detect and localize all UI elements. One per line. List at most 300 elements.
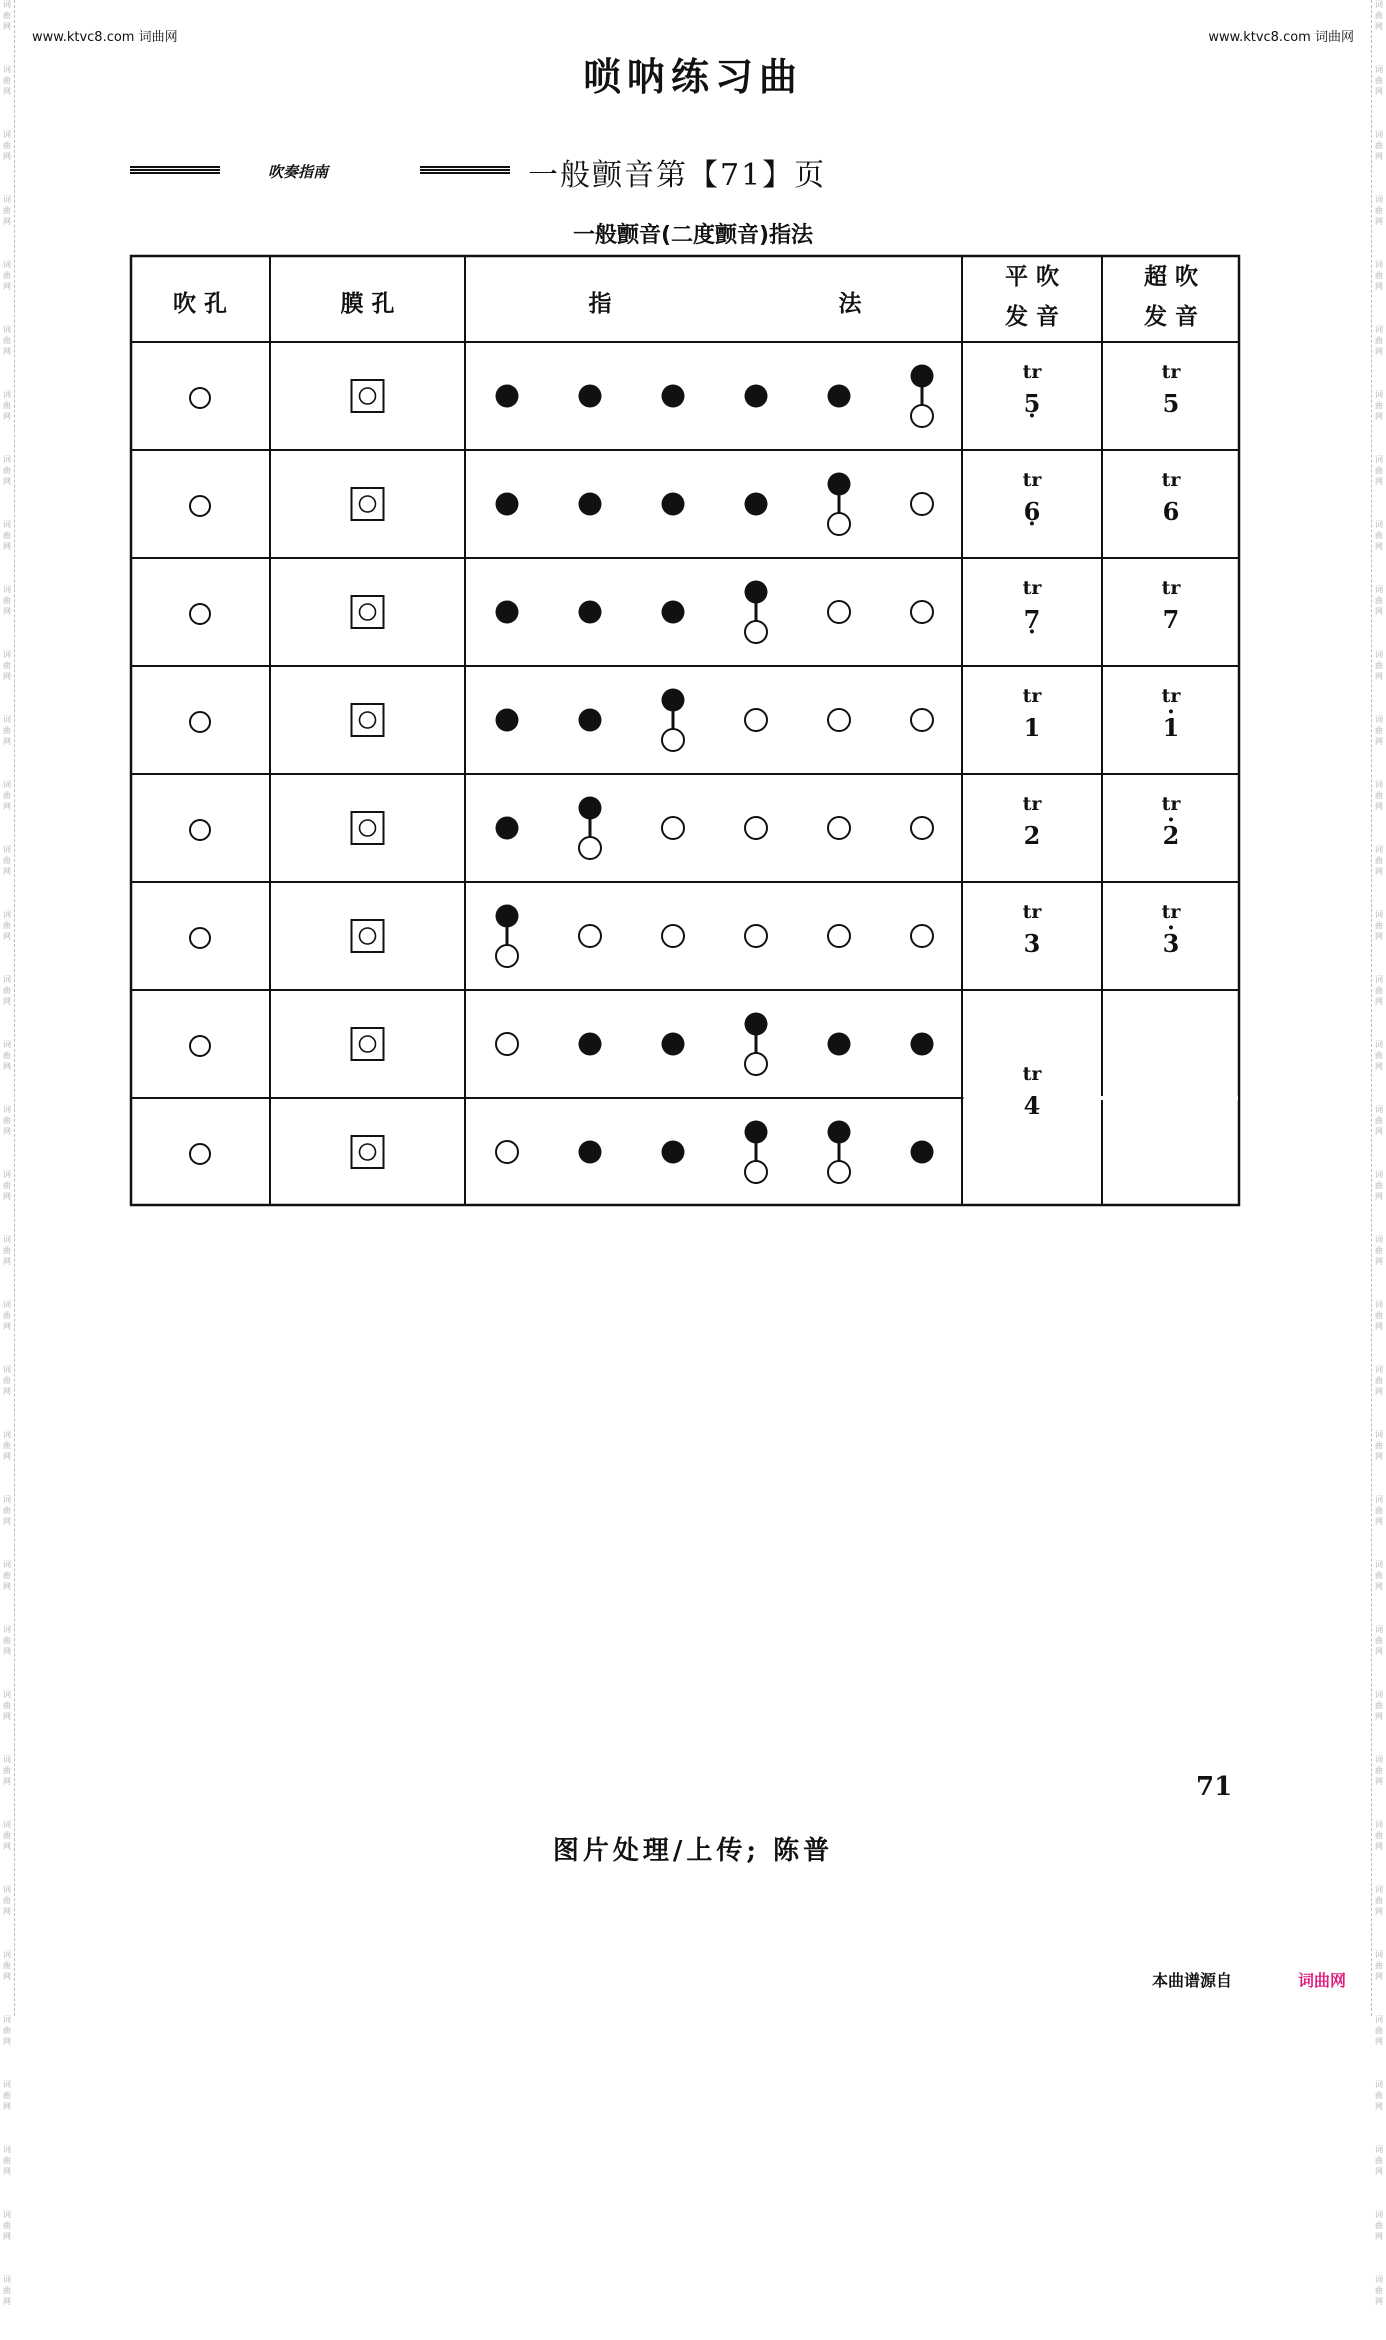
watermark-char: 曲 bbox=[1375, 1961, 1383, 1970]
watermark-char: 网 bbox=[3, 737, 11, 746]
open-hole-icon bbox=[745, 709, 767, 731]
trill-mark: tr bbox=[1161, 901, 1181, 923]
pitch-number: 4 bbox=[1023, 1091, 1041, 1120]
watermark-top-right bbox=[1208, 26, 1354, 45]
watermark-char: 词 bbox=[3, 650, 11, 659]
closed-hole-icon bbox=[496, 493, 519, 516]
pitch-number: · 1 bbox=[1102, 710, 1240, 746]
watermark-char: 词 bbox=[3, 1560, 11, 1569]
watermark-char: 网 bbox=[3, 347, 11, 356]
watermark-char: 曲 bbox=[3, 2156, 11, 2165]
closed-hole-icon bbox=[828, 1033, 851, 1056]
trill-open-hole-icon bbox=[745, 1053, 767, 1075]
watermark-char: 词 bbox=[1375, 585, 1383, 594]
watermark-url: www.ktvc8.com bbox=[1208, 30, 1311, 45]
watermark-char: 曲 bbox=[3, 2026, 11, 2035]
watermark-char: 网 bbox=[3, 1192, 11, 1201]
watermark-char: 曲 bbox=[3, 921, 11, 930]
pitch-number: 5 bbox=[1162, 389, 1180, 418]
watermark-char: 曲 bbox=[3, 1246, 11, 1255]
pitch-number: 6 · bbox=[962, 494, 1102, 530]
watermark-char: 网 bbox=[3, 1062, 11, 1071]
blow-hole-icon bbox=[190, 1036, 210, 1056]
watermark-char: 曲 bbox=[3, 336, 11, 345]
header-over-line2: 发 音 bbox=[1143, 304, 1198, 330]
watermark-char: 词 bbox=[1375, 2015, 1383, 2024]
watermark-char: 网 bbox=[1375, 737, 1383, 746]
blow-hole-icon bbox=[190, 604, 210, 624]
watermark-char: 曲 bbox=[1375, 401, 1383, 410]
watermark-char: 曲 bbox=[1375, 2091, 1383, 2100]
watermark-char: 词 bbox=[1375, 2145, 1383, 2154]
pitch-cell bbox=[962, 682, 1102, 746]
watermark-char: 词 bbox=[1375, 1560, 1383, 1569]
trill-closed-hole-icon bbox=[662, 689, 685, 712]
watermark-char: 词 bbox=[3, 390, 11, 399]
open-hole-icon bbox=[745, 925, 767, 947]
watermark-char: 网 bbox=[1375, 2232, 1383, 2241]
watermark-char: 网 bbox=[1375, 802, 1383, 811]
membrane-inner-circle-icon bbox=[360, 496, 376, 512]
watermark-char: 曲 bbox=[1375, 1831, 1383, 1840]
trill-closed-hole-icon bbox=[911, 365, 934, 388]
watermark-char: 词 bbox=[1375, 1235, 1383, 1244]
closed-hole-icon bbox=[745, 493, 768, 516]
watermark-char: 词 bbox=[3, 0, 11, 9]
section-tag: 吹奏指南 bbox=[268, 163, 329, 181]
watermark-char: 词 bbox=[3, 715, 11, 724]
pitch-cell bbox=[962, 358, 1102, 422]
pitch-number: 1 bbox=[1023, 713, 1041, 742]
watermark-char: 曲 bbox=[3, 1701, 11, 1710]
trill-mark: tr bbox=[1161, 361, 1181, 383]
watermark-char: 词 bbox=[1375, 1300, 1383, 1309]
watermark-char: 曲 bbox=[1375, 271, 1383, 280]
watermark-char: 网 bbox=[1375, 1582, 1383, 1591]
watermark-char: 词 bbox=[3, 1170, 11, 1179]
watermark-char: 曲 bbox=[3, 2221, 11, 2230]
watermark-char: 曲 bbox=[1375, 466, 1383, 475]
closed-hole-icon bbox=[662, 385, 685, 408]
closed-hole-icon bbox=[745, 385, 768, 408]
trill-mark: tr bbox=[1022, 469, 1042, 491]
watermark-char: 曲 bbox=[3, 1831, 11, 1840]
open-hole-icon bbox=[828, 925, 850, 947]
watermark-char: 词 bbox=[1375, 1495, 1383, 1504]
watermark-char: 网 bbox=[1375, 347, 1383, 356]
watermark-char: 网 bbox=[3, 1777, 11, 1786]
watermark-char: 网 bbox=[3, 217, 11, 226]
watermark-char: 网 bbox=[1375, 542, 1383, 551]
watermark-char: 网 bbox=[1375, 1322, 1383, 1331]
watermark-char: 曲 bbox=[1375, 2156, 1383, 2165]
footer-source: 本曲谱源自 bbox=[1152, 1971, 1233, 1990]
watermark-char: 网 bbox=[3, 412, 11, 421]
open-hole-icon bbox=[662, 925, 684, 947]
closed-hole-icon bbox=[662, 1033, 685, 1056]
watermark-char: 网 bbox=[3, 477, 11, 486]
watermark-char: 网 bbox=[1375, 1777, 1383, 1786]
watermark-char: 词 bbox=[3, 1235, 11, 1244]
watermark-char: 词 bbox=[3, 1820, 11, 1829]
watermark-char: 词 bbox=[1375, 650, 1383, 659]
closed-hole-icon bbox=[579, 1033, 602, 1056]
watermark-char: 词 bbox=[1375, 195, 1383, 204]
watermark-char: 词 bbox=[1375, 455, 1383, 464]
blow-hole-icon bbox=[190, 820, 210, 840]
watermark-char: 曲 bbox=[1375, 1766, 1383, 1775]
watermark-char: 曲 bbox=[1375, 1571, 1383, 1580]
closed-hole-icon bbox=[496, 601, 519, 624]
pitch-cell bbox=[1102, 574, 1240, 638]
watermark-char: 曲 bbox=[1375, 921, 1383, 930]
decorative-rule bbox=[420, 166, 510, 175]
trill-open-hole-icon bbox=[828, 1161, 850, 1183]
header-normal-blow bbox=[962, 257, 1102, 337]
pitch-cell bbox=[1102, 898, 1240, 962]
watermark-char: 词 bbox=[1375, 1755, 1383, 1764]
trill-mark: tr bbox=[1161, 793, 1181, 815]
watermark-char: 网 bbox=[3, 152, 11, 161]
watermark-char: 曲 bbox=[1375, 531, 1383, 540]
membrane-inner-circle-icon bbox=[360, 820, 376, 836]
watermark-char: 词 bbox=[3, 2145, 11, 2154]
trill-closed-hole-icon bbox=[745, 1121, 768, 1144]
watermark-char: 曲 bbox=[1375, 596, 1383, 605]
membrane-inner-circle-icon bbox=[360, 1144, 376, 1160]
watermark-char: 曲 bbox=[3, 1896, 11, 1905]
closed-hole-icon bbox=[496, 817, 519, 840]
watermark-char: 词 bbox=[3, 130, 11, 139]
trill-open-hole-icon bbox=[662, 729, 684, 751]
watermark-char: 曲 bbox=[1375, 726, 1383, 735]
watermark-char: 词 bbox=[3, 1950, 11, 1959]
watermark-char: 网 bbox=[3, 932, 11, 941]
closed-hole-icon bbox=[496, 385, 519, 408]
watermark-char: 词 bbox=[1375, 130, 1383, 139]
watermark-char: 词 bbox=[3, 845, 11, 854]
closed-hole-icon bbox=[911, 1033, 934, 1056]
pitch-number: 7 bbox=[1162, 605, 1180, 634]
watermark-char: 曲 bbox=[1375, 1376, 1383, 1385]
watermark-char: 网 bbox=[1375, 282, 1383, 291]
open-hole-icon bbox=[911, 925, 933, 947]
open-hole-icon bbox=[662, 817, 684, 839]
trill-closed-hole-icon bbox=[496, 905, 519, 928]
pitch-cell bbox=[962, 790, 1102, 854]
watermark-char: 网 bbox=[1375, 1842, 1383, 1851]
watermark-char: 词 bbox=[1375, 1365, 1383, 1374]
closed-hole-icon bbox=[496, 709, 519, 732]
watermark-char: 网 bbox=[3, 607, 11, 616]
watermark-char: 词 bbox=[3, 1625, 11, 1634]
watermark-char: 网 bbox=[1375, 672, 1383, 681]
watermark-char: 词 bbox=[3, 260, 11, 269]
open-hole-icon bbox=[745, 817, 767, 839]
watermark-char: 曲 bbox=[1375, 1506, 1383, 1515]
watermark-char: 词 bbox=[1375, 780, 1383, 789]
watermark-char: 网 bbox=[3, 1322, 11, 1331]
pitch-cell bbox=[1102, 358, 1240, 422]
watermark-char: 网 bbox=[3, 1452, 11, 1461]
watermark-char: 词 bbox=[1375, 65, 1383, 74]
trill-open-hole-icon bbox=[828, 513, 850, 535]
watermark-char: 词 bbox=[3, 1430, 11, 1439]
watermark-char: 网 bbox=[3, 1647, 11, 1656]
pitch-number: 7 · bbox=[962, 602, 1102, 638]
watermark-char: 网 bbox=[1375, 1712, 1383, 1721]
closed-hole-icon bbox=[911, 1141, 934, 1164]
watermark-char: 网 bbox=[1375, 87, 1383, 96]
watermark-site: 词曲网 bbox=[1314, 30, 1354, 45]
watermark-char: 网 bbox=[3, 1972, 11, 1981]
watermark-char: 词 bbox=[1375, 1040, 1383, 1049]
left-watermark-strip bbox=[0, 0, 15, 2306]
watermark-char: 曲 bbox=[1375, 2286, 1383, 2295]
watermark-char: 词 bbox=[3, 325, 11, 334]
watermark-char: 网 bbox=[3, 2297, 11, 2306]
watermark-char: 网 bbox=[1375, 997, 1383, 1006]
watermark-char: 曲 bbox=[1375, 336, 1383, 345]
trill-closed-hole-icon bbox=[579, 797, 602, 820]
trill-closed-hole-icon bbox=[828, 473, 851, 496]
trill-mark: tr bbox=[1022, 577, 1042, 599]
watermark-char: 词 bbox=[1375, 1625, 1383, 1634]
watermark-char: 网 bbox=[3, 867, 11, 876]
watermark-char: 曲 bbox=[3, 1311, 11, 1320]
watermark-char: 曲 bbox=[1375, 1311, 1383, 1320]
watermark-char: 词 bbox=[3, 455, 11, 464]
watermark-char: 曲 bbox=[3, 661, 11, 670]
watermark-char: 词 bbox=[3, 585, 11, 594]
watermark-char: 曲 bbox=[3, 1181, 11, 1190]
pitch-cell bbox=[962, 1060, 1102, 1124]
watermark-char: 曲 bbox=[3, 1441, 11, 1450]
watermark-char: 网 bbox=[3, 997, 11, 1006]
watermark-char: 曲 bbox=[3, 401, 11, 410]
watermark-char: 网 bbox=[1375, 932, 1383, 941]
watermark-char: 词 bbox=[3, 1885, 11, 1894]
watermark-char: 网 bbox=[3, 672, 11, 681]
watermark-char: 网 bbox=[3, 1127, 11, 1136]
watermark-char: 词 bbox=[1375, 975, 1383, 984]
watermark-char: 曲 bbox=[3, 1961, 11, 1970]
watermark-char: 网 bbox=[1375, 22, 1383, 31]
blow-hole-icon bbox=[190, 496, 210, 516]
watermark-char: 词 bbox=[1375, 1430, 1383, 1439]
watermark-char: 词 bbox=[3, 1755, 11, 1764]
watermark-char: 曲 bbox=[3, 791, 11, 800]
watermark-char: 网 bbox=[1375, 1192, 1383, 1201]
membrane-inner-circle-icon bbox=[360, 604, 376, 620]
trill-closed-hole-icon bbox=[745, 1013, 768, 1036]
pitch-number: 2 bbox=[1023, 821, 1041, 850]
closed-hole-icon bbox=[579, 493, 602, 516]
header-fingering-right: 法 bbox=[838, 291, 862, 317]
watermark-char: 词 bbox=[1375, 325, 1383, 334]
pitch-cell bbox=[962, 898, 1102, 962]
watermark-char: 网 bbox=[3, 2102, 11, 2111]
trill-mark: tr bbox=[1022, 361, 1042, 383]
watermark-char: 曲 bbox=[3, 206, 11, 215]
blow-hole-icon bbox=[190, 928, 210, 948]
watermark-char: 词 bbox=[3, 195, 11, 204]
watermark-char: 词 bbox=[1375, 1950, 1383, 1959]
watermark-char: 网 bbox=[3, 1582, 11, 1591]
watermark-char: 词 bbox=[3, 1300, 11, 1309]
watermark-char: 网 bbox=[1375, 217, 1383, 226]
watermark-char: 网 bbox=[1375, 477, 1383, 486]
watermark-char: 网 bbox=[1375, 1257, 1383, 1266]
watermark-char: 网 bbox=[1375, 2297, 1383, 2306]
watermark-char: 曲 bbox=[1375, 1246, 1383, 1255]
upload-credit: 图片处理/上传; 陈普 bbox=[552, 1836, 834, 1866]
watermark-char: 曲 bbox=[1375, 2026, 1383, 2035]
watermark-char: 词 bbox=[3, 2080, 11, 2089]
closed-hole-icon bbox=[579, 1141, 602, 1164]
right-watermark-strip bbox=[1371, 0, 1386, 2306]
watermark-char: 曲 bbox=[3, 1636, 11, 1645]
trill-open-hole-icon bbox=[579, 837, 601, 859]
watermark-char: 曲 bbox=[1375, 141, 1383, 150]
trill-mark: tr bbox=[1161, 577, 1181, 599]
watermark-site: 词曲网 bbox=[138, 30, 178, 45]
watermark-char: 曲 bbox=[1375, 856, 1383, 865]
watermark-char: 词 bbox=[1375, 1690, 1383, 1699]
pitch-cell bbox=[962, 574, 1102, 638]
watermark-char: 曲 bbox=[1375, 2221, 1383, 2230]
pitch-cell bbox=[1102, 466, 1240, 530]
trill-open-hole-icon bbox=[745, 1161, 767, 1183]
watermark-char: 词 bbox=[1375, 2210, 1383, 2219]
watermark-char: 词 bbox=[3, 2015, 11, 2024]
pitch-number: 6 bbox=[1162, 497, 1180, 526]
watermark-char: 词 bbox=[3, 2210, 11, 2219]
watermark-char: 网 bbox=[3, 1387, 11, 1396]
page-title: 唢呐练习曲 bbox=[582, 54, 803, 99]
watermark-char: 曲 bbox=[1375, 11, 1383, 20]
watermark-char: 词 bbox=[1375, 1105, 1383, 1114]
watermark-char: 曲 bbox=[1375, 1051, 1383, 1060]
watermark-char: 曲 bbox=[1375, 1636, 1383, 1645]
open-hole-icon bbox=[496, 1033, 518, 1055]
trill-mark: tr bbox=[1022, 685, 1042, 707]
table-title: 一般颤音(二度颤音)指法 bbox=[572, 223, 814, 248]
watermark-char: 曲 bbox=[1375, 986, 1383, 995]
watermark-char: 词 bbox=[1375, 910, 1383, 919]
watermark-char: 曲 bbox=[1375, 1116, 1383, 1125]
membrane-inner-circle-icon bbox=[360, 712, 376, 728]
watermark-char: 网 bbox=[1375, 1387, 1383, 1396]
watermark-char: 曲 bbox=[3, 1766, 11, 1775]
header-fingering-left: 指 bbox=[588, 291, 612, 317]
watermark-char: 曲 bbox=[3, 856, 11, 865]
closed-hole-icon bbox=[579, 601, 602, 624]
closed-hole-icon bbox=[579, 709, 602, 732]
watermark-char: 词 bbox=[1375, 2080, 1383, 2089]
watermark-char: 词 bbox=[1375, 260, 1383, 269]
watermark-char: 网 bbox=[3, 22, 11, 31]
trill-mark: tr bbox=[1022, 793, 1042, 815]
watermark-char: 网 bbox=[1375, 607, 1383, 616]
watermark-char: 词 bbox=[3, 780, 11, 789]
watermark-char: 网 bbox=[1375, 412, 1383, 421]
trill-mark: tr bbox=[1022, 901, 1042, 923]
watermark-char: 曲 bbox=[3, 1376, 11, 1385]
watermark-char: 曲 bbox=[3, 76, 11, 85]
pitch-cell bbox=[1102, 682, 1240, 746]
watermark-char: 网 bbox=[3, 1257, 11, 1266]
trill-closed-hole-icon bbox=[828, 1121, 851, 1144]
watermark-char: 曲 bbox=[3, 1571, 11, 1580]
watermark-char: 曲 bbox=[1375, 1701, 1383, 1710]
watermark-char: 曲 bbox=[1375, 1896, 1383, 1905]
watermark-char: 网 bbox=[1375, 2037, 1383, 2046]
closed-hole-icon bbox=[828, 385, 851, 408]
watermark-char: 网 bbox=[1375, 152, 1383, 161]
watermark-char: 网 bbox=[3, 2232, 11, 2241]
watermark-char: 曲 bbox=[3, 531, 11, 540]
header-normal-line2: 发 音 bbox=[1004, 304, 1059, 330]
watermark-char: 网 bbox=[1375, 2167, 1383, 2176]
page-number: 71 bbox=[1196, 1772, 1233, 1802]
watermark-char: 词 bbox=[1375, 715, 1383, 724]
watermark-char: 词 bbox=[3, 1495, 11, 1504]
watermark-char: 词 bbox=[3, 1040, 11, 1049]
watermark-char: 曲 bbox=[1375, 206, 1383, 215]
open-hole-icon bbox=[911, 709, 933, 731]
watermark-char: 网 bbox=[3, 542, 11, 551]
watermark-char: 词 bbox=[3, 975, 11, 984]
open-hole-icon bbox=[579, 925, 601, 947]
watermark-char: 曲 bbox=[3, 11, 11, 20]
watermark-char: 网 bbox=[1375, 1062, 1383, 1071]
watermark-char: 词 bbox=[1375, 2275, 1383, 2284]
watermark-char: 网 bbox=[3, 802, 11, 811]
watermark-char: 网 bbox=[3, 1517, 11, 1526]
watermark-char: 曲 bbox=[3, 271, 11, 280]
watermark-char: 网 bbox=[3, 1712, 11, 1721]
header-membrane-hole: 膜 孔 bbox=[340, 291, 395, 317]
watermark-char: 词 bbox=[3, 520, 11, 529]
watermark-char: 曲 bbox=[1375, 76, 1383, 85]
watermark-char: 词 bbox=[1375, 390, 1383, 399]
trill-open-hole-icon bbox=[745, 621, 767, 643]
watermark-char: 网 bbox=[1375, 1452, 1383, 1461]
footer-brand: 词曲网 bbox=[1298, 1971, 1347, 1990]
fingering-table bbox=[130, 255, 1240, 1210]
watermark-char: 词 bbox=[1375, 0, 1383, 9]
closed-hole-icon bbox=[579, 385, 602, 408]
watermark-char: 词 bbox=[3, 910, 11, 919]
watermark-char: 词 bbox=[1375, 1885, 1383, 1894]
watermark-char: 网 bbox=[3, 282, 11, 291]
pitch-number: · 3 bbox=[1102, 926, 1240, 962]
closed-hole-icon bbox=[662, 1141, 685, 1164]
watermark-char: 曲 bbox=[3, 1051, 11, 1060]
watermark-char: 词 bbox=[1375, 520, 1383, 529]
pitch-number: 3 bbox=[1023, 929, 1041, 958]
closed-hole-icon bbox=[662, 601, 685, 624]
watermark-char: 曲 bbox=[3, 2286, 11, 2295]
decorative-rule bbox=[130, 166, 220, 175]
trill-mark: tr bbox=[1161, 685, 1181, 707]
watermark-char: 网 bbox=[3, 2167, 11, 2176]
watermark-char: 曲 bbox=[3, 1116, 11, 1125]
watermark-char: 网 bbox=[1375, 1647, 1383, 1656]
watermark-char: 词 bbox=[1375, 1820, 1383, 1829]
watermark-char: 网 bbox=[1375, 1127, 1383, 1136]
